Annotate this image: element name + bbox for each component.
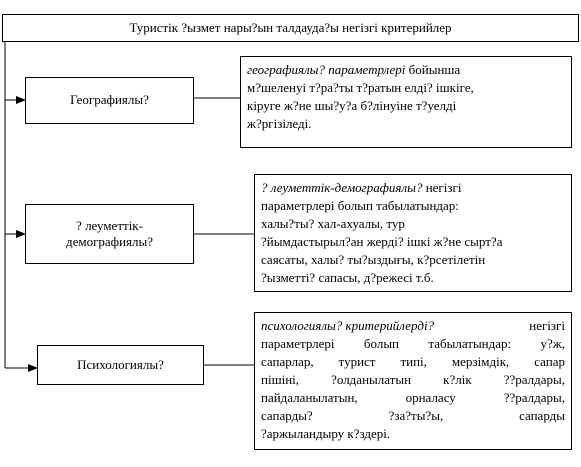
description-geographic-line3: кіруге ж?не шы?у?а б?лінуіне т?уелді xyxy=(247,98,457,113)
category-psychological-label: Психологиялы? xyxy=(77,356,164,372)
category-sociodemographic-label-line1: ? леуметтік- xyxy=(76,217,143,233)
description-sociodemographic-line2: параметрлері болып табылатындар: xyxy=(261,198,459,213)
description-psychological-text: негізгі xyxy=(529,318,565,333)
description-sociodemographic-line1 xyxy=(261,179,565,197)
description-psychological-line1 xyxy=(261,317,565,335)
description-sociodemographic-line5: саясаты, халы? ты?ыздығы, к?рсетілетін xyxy=(261,252,486,267)
description-sociodemographic-text: негізгі xyxy=(422,180,462,195)
description-geographic-line4: ж?ргізіледі. xyxy=(247,116,312,131)
category-geographic xyxy=(25,77,194,124)
description-geographic-line2: м?шеленуі т?ра?ты т?ратын елді? ішкіге, xyxy=(247,80,474,95)
category-geographic-label: Географиялы? xyxy=(70,92,149,108)
description-sociodemographic-line6: ?ызметті? сапасы, д?режесі т.б. xyxy=(261,270,434,285)
category-sociodemographic xyxy=(25,204,194,264)
description-psychological-italic: психологиялы? критерийлерді? xyxy=(261,318,435,333)
description-psychological xyxy=(254,312,572,450)
description-geographic-line1 xyxy=(247,61,565,79)
description-geographic-italic: географиялы? параметрлері xyxy=(247,62,406,77)
description-sociodemographic xyxy=(254,174,572,292)
description-psychological-line5: пайдаланылатын, орналасу ??ралдары, xyxy=(261,390,565,405)
description-geographic xyxy=(240,56,572,148)
description-psychological-line3: сапарлар, турист типі, мерзімдік, сапар xyxy=(261,354,565,369)
category-psychological xyxy=(37,345,204,385)
diagram-title: Туристік ?ызмет нары?ын талдауда?ы негізгі критерийлер xyxy=(2,14,579,42)
description-sociodemographic-italic: ? леуметтік-демографиялы? xyxy=(261,180,423,195)
description-geographic-text: бойынша xyxy=(405,62,461,77)
description-sociodemographic-line4: ?йымдастырыл?ан жерді? ішкі ж?не сырт?а xyxy=(261,234,503,249)
description-psychological-line7: ?аржыландыру к?здері. xyxy=(261,426,391,441)
description-sociodemographic-line3: халы?ты? хал-ахуалы, тур xyxy=(261,216,405,231)
description-psychological-line2: параметрлері болып табылатындар: у?ж, xyxy=(261,336,565,351)
description-psychological-line6: сапарды? ?за?ты?ы, сапарды xyxy=(261,408,565,423)
category-sociodemographic-label-line2: демографиялы? xyxy=(65,234,154,249)
description-psychological-line4: пішіні, ?олданылатын к?лік ??ралдары, xyxy=(261,372,565,387)
